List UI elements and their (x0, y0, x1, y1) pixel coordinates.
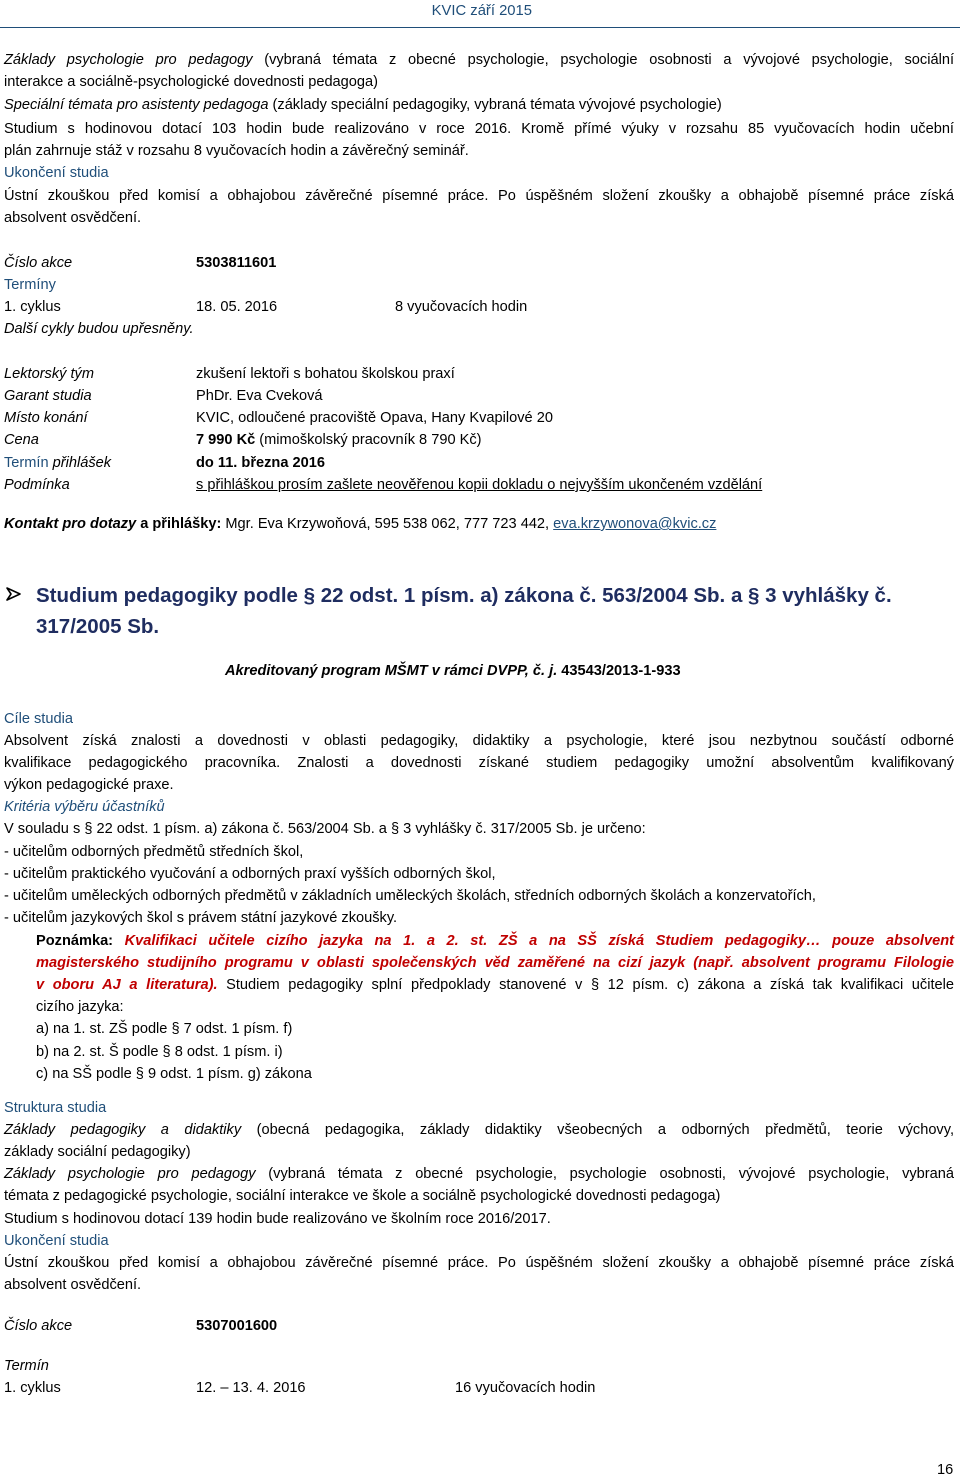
hours-line: Studium s hodinovou dotací 103 hodin bude realizováno v roce 2016. Kromě přímé výuky v rozsahu 85 vyučovacích hodin učební (4, 121, 954, 137)
course-line: interakce a sociálně-psychologické dovednosti pedagoga) (4, 74, 379, 90)
cile-text: kvalifikace pedagogického pracovníka. Znalosti a dovednosti získané studiem pedagogiky umožní absolventům kvalifikovaný (4, 755, 954, 771)
course-line: Základy psychologie pro pedagogy (vybraná témata z obecné psychologie, psychologie osobnosti a vývojové psychologie, sociální (4, 52, 954, 68)
note: magisterského studijního programu v oblasti společenských věd zaměřené na cizí jazyk (např. absolvent programu Filologie (36, 955, 954, 971)
list-item: c) na SŠ podle § 9 odst. 1 písm. g) zákona (36, 1066, 312, 1082)
note: Poznámka: Kvalifikaci učitele cizího jazyka na 1. a 2. st. ZŠ a na SŠ získá Studiem pedagogiky… pouze absolvent (36, 933, 954, 949)
dalsi-cykly: Další cykly budou upřesněny. (4, 321, 194, 337)
end-text: absolvent osvědčení. (4, 1277, 142, 1293)
end-text: Ústní zkouškou před komisí a obhajobou závěrečné písemné práce. Po úspěšném složení zkoušky a obhajobě písemné práce získá (4, 188, 954, 204)
terminy-label: Termíny (4, 277, 56, 293)
cile-text: výkon pedagogické praxe. (4, 777, 174, 793)
list-item: - učitelům praktického vyučování a odborných praxí vyšších odborných škol, (4, 866, 496, 882)
lektor-value: zkušení lektoři s bohatou školskou praxí (196, 366, 455, 382)
cyklus-hours: 16 vyučovacích hodin (455, 1380, 596, 1396)
termin-label: Termín (4, 1358, 49, 1374)
cyklus-label: 1. cyklus (4, 1380, 61, 1396)
struktura-text: Základy psychologie pro pedagogy (vybraná témata z obecné psychologie, psychologie osobnosti, vývojové psychologie, vybraná (4, 1166, 955, 1182)
section-title: Studium pedagogiky podle § 22 odst. 1 písm. a) zákona č. 563/2004 Sb. a § 3 vyhlášky č. (36, 584, 892, 607)
garant-label: Garant studia (4, 388, 92, 404)
garant-value: PhDr. Eva Cveková (196, 388, 323, 404)
end-text: Ústní zkouškou před komisí a obhajobou závěrečné písemné práce. Po úspěšném složení zkoušky a obhajobě písemné práce získá (4, 1255, 954, 1271)
accreditation: Akreditovaný program MŠMT v rámci DVPP, č. j. 43543/2013-1-933 (225, 663, 681, 679)
arrow-bullet-icon (5, 586, 23, 607)
note: v oboru AJ a literatura). Studiem pedagogiky splní předpoklady stanovené v § 12 písm. c) zákona a získá tak kvalifikaci učitele (36, 977, 954, 993)
contact-line: Kontakt pro dotazy a přihlášky: Mgr. Eva Krzywoňová, 595 538 062, 777 723 442, eva.krzywonova@kvic.cz (4, 516, 717, 532)
header-divider (0, 27, 960, 28)
cile-text: Absolvent získá znalosti a dovednosti v oblasti pedagogiky, didaktiky a psychologie, které jsou nezbytnou součástí odborné (4, 733, 954, 749)
struktura-text: Studium s hodinovou dotací 139 hodin bude realizováno ve školním roce 2016/2017. (4, 1211, 551, 1227)
podminka-value: s přihláškou prosím zašlete neověřenou kopii dokladu o nejvyšším ukončeném vzdělání (196, 477, 763, 493)
list-item: b) na 2. st. Š podle § 8 odst. 1 písm. i) (36, 1044, 283, 1060)
cena-value: 7 990 Kč (mimoškolský pracovník 8 790 Kč) (196, 432, 482, 448)
cislo-value: 5303811601 (196, 255, 277, 271)
kriteria-label: Kritéria výběru účastníků (4, 799, 165, 815)
contact-email-link[interactable]: eva.krzywonova@kvic.cz (553, 516, 717, 532)
termin-prihlasek-label: Termín přihlášek (4, 455, 112, 471)
list-item: - učitelům jazykových škol s právem státní jazykové zkoušky. (4, 910, 398, 926)
misto-value: KVIC, odloučené pracoviště Opava, Hany Kvapilové 20 (196, 410, 553, 426)
termin-prihlasek-value: do 11. března 2016 (196, 455, 325, 471)
cislo-label: Číslo akce (4, 255, 73, 271)
list-item: a) na 1. st. ZŠ podle § 7 odst. 1 písm. f) (36, 1021, 293, 1037)
cyklus-label: 1. cyklus (4, 299, 61, 315)
hours-line: plán zahrnuje stáž v rozsahu 8 vyučovacích hodin a závěrečný seminář. (4, 143, 469, 159)
struktura-text: témata z pedagogické psychologie, sociální interakce ve škole a sociálně psychologické dovednosti pedagoga) (4, 1188, 721, 1204)
struktura-text: Základy pedagogiky a didaktiky (obecná pedagogika, základy didaktiky všeobecných a odborných předmětů, teorie výchovy, (4, 1122, 954, 1138)
page-number: 16 (937, 1462, 954, 1478)
cena-label: Cena (4, 432, 39, 448)
list-item: - učitelům odborných předmětů středních škol, (4, 844, 304, 860)
cislo-label: Číslo akce (4, 1318, 73, 1334)
note: cizího jazyka: (36, 999, 124, 1015)
struktura-label: Struktura studia (4, 1100, 107, 1116)
list-item: - učitelům uměleckých odborných předmětů v základních uměleckých školách, středních odborných školách a konzervatořích, (4, 888, 816, 904)
cile-label: Cíle studia (4, 711, 73, 727)
kriteria-text: V souladu s § 22 odst. 1 písm. a) zákona č. 563/2004 Sb. a § 3 vyhlášky č. 317/2005 Sb. je určeno: (4, 821, 646, 837)
cyklus-date: 18. 05. 2016 (196, 299, 278, 315)
course-line: Speciální témata pro asistenty pedagoga (základy speciální pedagogiky, vybraná témata vývojové psychologie) (4, 97, 722, 113)
section-title: 317/2005 Sb. (36, 615, 160, 638)
cyklus-date: 12. – 13. 4. 2016 (196, 1380, 306, 1396)
misto-label: Místo konání (4, 410, 88, 426)
struktura-text: základy sociální pedagogiky) (4, 1144, 191, 1160)
header-title: KVIC září 2015 (431, 3, 532, 19)
cislo-value: 5307001600 (196, 1318, 278, 1334)
lektor-label: Lektorský tým (4, 366, 95, 382)
cyklus-hours: 8 vyučovacích hodin (395, 299, 528, 315)
podminka-label: Podmínka (4, 477, 70, 493)
end-text: absolvent osvědčení. (4, 210, 142, 226)
end-label: Ukončení studia (4, 165, 109, 181)
end-label: Ukončení studia (4, 1233, 109, 1249)
